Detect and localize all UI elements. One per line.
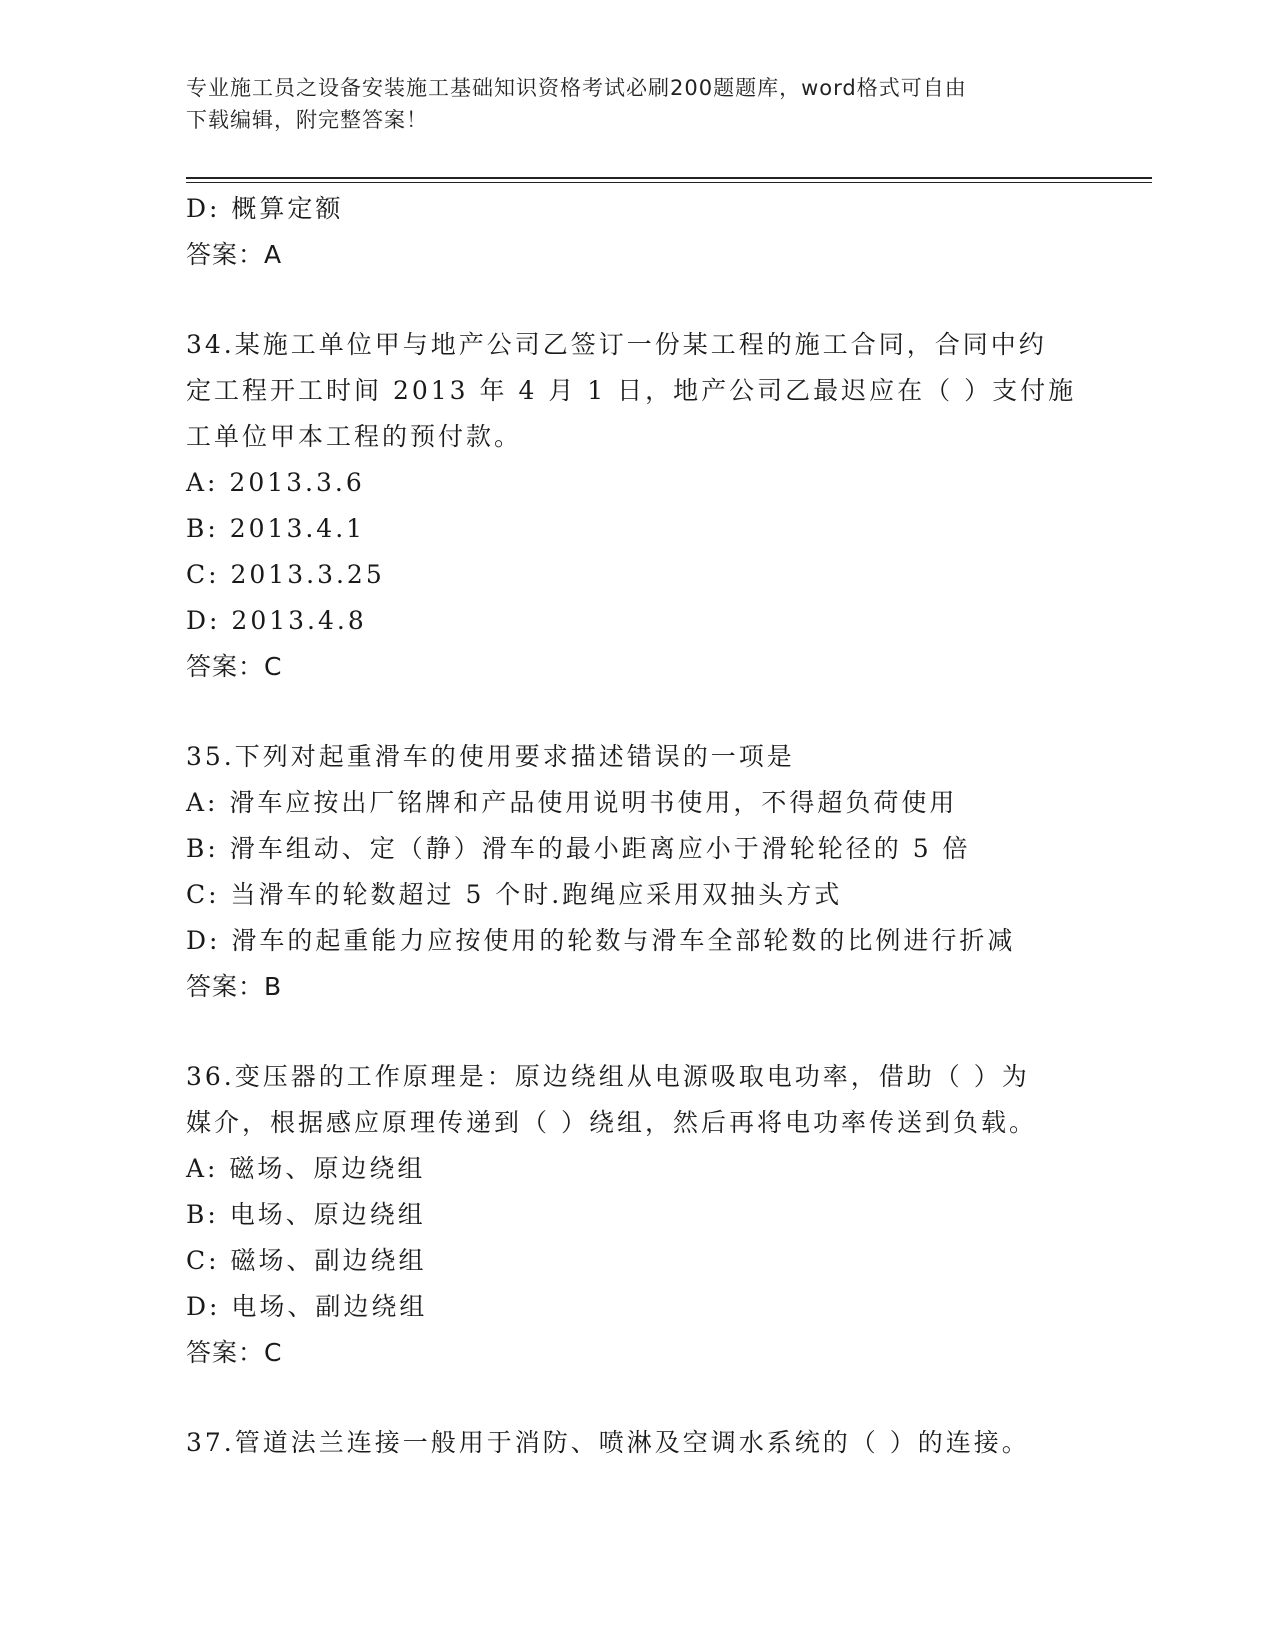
option-b: B: 2013.4.1	[186, 514, 366, 543]
option-c: C: 当滑车的轮数超过 5 个时.跑绳应采用双抽头方式	[186, 880, 843, 909]
option-d: D: 滑车的起重能力应按使用的轮数与滑车全部轮数的比例进行折减	[186, 926, 1016, 955]
answer-line: 答案：C	[186, 1338, 283, 1367]
question-34	[186, 322, 1086, 690]
question-stem-line: 37.管道法兰连接一般用于消防、喷淋及空调水系统的（ ）的连接。	[186, 1428, 1030, 1457]
header-line-1: 专业施工员之设备安装施工基础知识资格考试必刷200题题库，word格式可自由	[186, 76, 967, 100]
option-b: B: 电场、原边绕组	[186, 1200, 426, 1229]
header-divider-thick	[186, 177, 1152, 179]
option-d: D: 2013.4.8	[186, 606, 367, 635]
answer-line: 答案：C	[186, 652, 283, 681]
question-stem-line: 媒介，根据感应原理传递到（ ）绕组，然后再将电功率传送到负载。	[186, 1108, 1037, 1137]
option-a: A: 滑车应按出厂铭牌和产品使用说明书使用，不得超负荷使用	[186, 788, 958, 817]
question-stem-line: 35.下列对起重滑车的使用要求描述错误的一项是	[186, 742, 795, 771]
previous-question-tail	[186, 186, 1086, 278]
answer-line: 答案：B	[186, 972, 283, 1001]
option-d: D: 电场、副边绕组	[186, 1292, 428, 1321]
document-header	[186, 72, 1086, 136]
option-d: D: 概算定额	[186, 194, 344, 223]
header-divider-thin	[186, 182, 1152, 183]
question-stem-line: 工单位甲本工程的预付款。	[186, 422, 523, 451]
question-35	[186, 734, 1086, 1010]
option-b: B: 滑车组动、定（静）滑车的最小距离应小于滑轮轮径的 5 倍	[186, 834, 971, 863]
option-a: A: 磁场、原边绕组	[186, 1154, 426, 1183]
header-line-2: 下载编辑，附完整答案！	[186, 108, 428, 132]
question-stem-line: 34.某施工单位甲与地产公司乙签订一份某工程的施工合同，合同中约	[186, 330, 1047, 359]
question-stem-line: 36.变压器的工作原理是：原边绕组从电源吸取电功率，借助（ ）为	[186, 1062, 1030, 1091]
option-a: A: 2013.3.6	[186, 468, 365, 497]
question-stem-line: 定工程开工时间 2013 年 4 月 1 日，地产公司乙最迟应在（ ）支付施	[186, 376, 1077, 405]
question-list	[186, 186, 1086, 1466]
option-c: C: 磁场、副边绕组	[186, 1246, 427, 1275]
question-36	[186, 1054, 1086, 1376]
option-c: C: 2013.3.25	[186, 560, 385, 589]
answer-line: 答案：A	[186, 240, 283, 269]
question-37	[186, 1420, 1086, 1466]
